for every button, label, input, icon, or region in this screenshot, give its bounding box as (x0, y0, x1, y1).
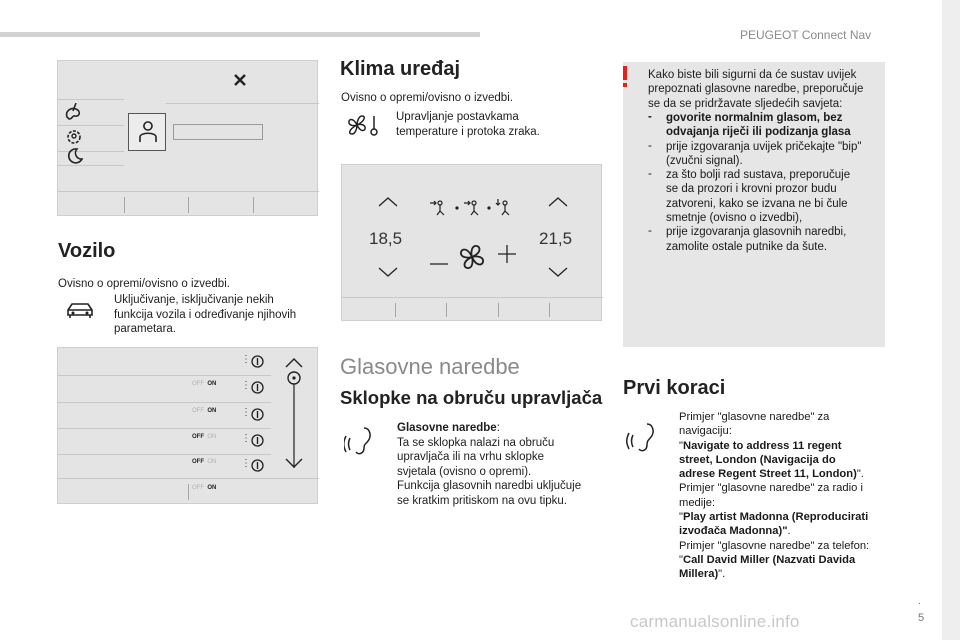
info-icon (251, 381, 264, 399)
command-text: adrese Regent Street 11, London) (679, 468, 857, 481)
glasovne-subheading: Sklopke na obruču upravljača (340, 387, 603, 408)
klima-desc-1: Upravljanje postavkama (396, 111, 519, 123)
more-icon: ⋮ (241, 354, 251, 365)
voice-command-icon (625, 420, 659, 461)
vozilo-desc-3: parametara. (114, 323, 177, 335)
toggle-switch (192, 459, 216, 465)
prvi-line: medije: (679, 496, 716, 509)
prvi-line (679, 467, 885, 481)
temp-left-value: 18,5 (369, 229, 403, 248)
bullet-text: smetnje (ovisno o izvedbi), (666, 211, 803, 224)
toggle-on: ON (207, 485, 217, 491)
prvi-line: Primjer "glasovne naredbe" za (679, 411, 830, 423)
bullet-dash: - (648, 225, 652, 238)
toggle-off: OFF (192, 459, 204, 465)
panel-line (166, 103, 319, 104)
temp-up-left-icon (377, 195, 399, 213)
panel-divider (188, 484, 189, 500)
klima-desc-2: temperature i protoka zraka. (396, 125, 540, 138)
command-text: izvođača Madonna)" (679, 525, 788, 538)
bullet-text: se da prozori i krovni prozor budu (666, 183, 837, 196)
quote-mark: . (787, 525, 791, 538)
more-icon: ⋮ (241, 380, 251, 391)
row-line (58, 402, 271, 403)
airflow-modes-icon (428, 197, 520, 224)
command-text: Millera) (679, 568, 719, 581)
vozilo-desc-1: Uključivanje, isključivanje nekih (114, 294, 274, 306)
toggle-switch (192, 434, 216, 440)
fan-minus-icon (430, 253, 448, 271)
temp-down-left-icon (377, 265, 399, 283)
profile-button (128, 113, 166, 151)
bullet-text: za što bolji rad sustava, preporučuje (666, 169, 851, 182)
voice-command-icon (344, 424, 376, 463)
toggle-switch (192, 485, 216, 491)
bullet-dash: - (648, 139, 652, 152)
note-line-3: se da se pridržavate sljedećih savjeta: (648, 97, 843, 110)
temp-right-value: 21,5 (539, 229, 573, 248)
glasovne-line-3: svjetala (ovisno o opremi). (397, 465, 532, 478)
watermark: carmanualsonline.info (630, 612, 800, 631)
klima-intro: Ovisno o opremi/ovisno o izvedbi. (341, 92, 513, 104)
glasovne-label: Glasovne naredbe (397, 422, 497, 434)
quote-mark: " (679, 553, 683, 566)
top-bar (0, 32, 480, 37)
page-number: 5 (918, 612, 925, 624)
row-line (58, 375, 271, 376)
moon-icon (66, 147, 84, 170)
name-field (173, 124, 263, 140)
page-header-title: PEUGEOT Connect Nav (740, 28, 872, 42)
panel-divider (446, 303, 447, 317)
warning-exclamation-icon (621, 66, 629, 93)
vehicle-screen-illustration (57, 347, 318, 504)
prvi-line: Primjer "glasovne naredbe" za telefon: (679, 539, 870, 552)
more-icon: ⋮ (241, 458, 251, 469)
toggle-on: ON (207, 381, 217, 387)
command-text: Call David Miller (Nazvati Davida (682, 553, 856, 566)
glasovne-line-1: Ta se sklopka nalazi na obruču (397, 436, 555, 449)
info-icon (251, 408, 264, 426)
bullet-text: govorite normalnim glasom, bez (666, 111, 843, 124)
vozilo-intro: Ovisno o opremi/ovisno o izvedbi. (58, 278, 230, 290)
car-icon (65, 300, 95, 325)
info-icon (251, 459, 264, 477)
toggle-on: ON (207, 459, 217, 465)
panel-divider (188, 197, 189, 213)
toggle-off: OFF (192, 485, 204, 491)
glasovne-line-5: se kratkim pritiskom na ovu tipku. (397, 494, 568, 507)
panel-line (342, 297, 603, 298)
prvi-heading: Prvi koraci (623, 377, 726, 399)
sidebar-dot: . (918, 596, 921, 607)
settings-screen-illustration (57, 60, 318, 216)
quote-mark: " (679, 439, 683, 452)
palette-icon (64, 103, 84, 126)
prvi-line (679, 524, 885, 538)
glasovne-label-line (397, 421, 500, 436)
toggle-on: ON (207, 434, 217, 440)
quote-mark: " (679, 511, 683, 524)
prvi-line (679, 439, 885, 453)
bullet-text: (zvučni signal). (666, 154, 743, 167)
toggle-switch (192, 381, 216, 387)
bullet-text: zatvoreni, kako se izvana ne bi čule (666, 197, 848, 210)
prvi-line: street, London (Navigacija do (679, 453, 836, 466)
toggle-off: OFF (192, 408, 204, 414)
quote-mark: ". (718, 568, 726, 581)
glasovne-heading: Glasovne naredbe (340, 354, 520, 379)
bullet-text: prije izgovaranja glasovnih naredbi, (666, 226, 847, 239)
info-icon (251, 434, 264, 452)
voice-tips-note (623, 62, 885, 347)
more-icon: ⋮ (241, 407, 251, 418)
bullet-dash: - (648, 168, 652, 181)
bullet-dash: - (648, 110, 652, 123)
glasovne-line-2: upravljača ili na vrhu sklopke (397, 451, 545, 463)
bullet-text: zamolite ostale putnike da šute. (666, 240, 828, 253)
bullet-text: odvajanja riječi ili podizanja glasa (666, 126, 851, 139)
command-text: Play artist Madonna (Reproducirati (682, 511, 869, 524)
note-line-1: Kako biste bili sigurni da će sustav uvijek (648, 69, 857, 81)
panel-line (58, 99, 124, 100)
panel-divider (395, 303, 396, 317)
note-line-2: prepoznati glasovne naredbe, preporučuje (648, 83, 864, 96)
quote-mark: ". (856, 468, 864, 481)
panel-line (58, 191, 319, 192)
prvi-line: Primjer "glasovne naredbe" za radio i (679, 482, 863, 495)
temp-up-right-icon (547, 195, 569, 213)
row-line (58, 428, 271, 429)
prvi-line (679, 553, 885, 567)
right-sidebar (942, 0, 960, 640)
prvi-line (679, 567, 885, 581)
prvi-examples (679, 410, 885, 582)
glasovne-line-4: Funkcija glasovnih naredbi uključuje (397, 480, 582, 492)
toggle-off: OFF (192, 381, 204, 387)
temp-down-right-icon (547, 265, 569, 283)
panel-divider (549, 303, 550, 317)
prvi-line: navigaciju: (679, 425, 732, 438)
prvi-line (679, 510, 885, 524)
fan-temperature-icon (345, 113, 381, 142)
panel-divider (124, 197, 125, 213)
info-icon (251, 355, 264, 373)
toggle-off: OFF (192, 434, 204, 440)
person-icon (137, 120, 159, 149)
glasovne-label-suffix: : (496, 422, 500, 434)
scroll-down-icon (284, 456, 304, 474)
toggle-switch (192, 408, 216, 414)
panel-divider (498, 303, 499, 317)
fan-plus-icon (498, 245, 516, 268)
vozilo-desc-2: funkcija vozila i određivanje njihovih (114, 308, 297, 321)
toggle-on: ON (207, 408, 217, 414)
climate-screen-illustration (341, 164, 602, 321)
close-icon (233, 73, 247, 92)
row-line (58, 478, 319, 479)
panel-divider (253, 197, 254, 213)
bullet-text: prije izgovaranja uvijek pričekajte "bip" (666, 140, 862, 153)
row-line (58, 454, 271, 455)
fan-icon (456, 241, 488, 278)
command-text: Navigate to address 11 regent (682, 439, 842, 452)
vozilo-heading: Vozilo (58, 240, 116, 262)
klima-heading: Klima uređaj (340, 58, 461, 80)
more-icon: ⋮ (241, 433, 251, 444)
